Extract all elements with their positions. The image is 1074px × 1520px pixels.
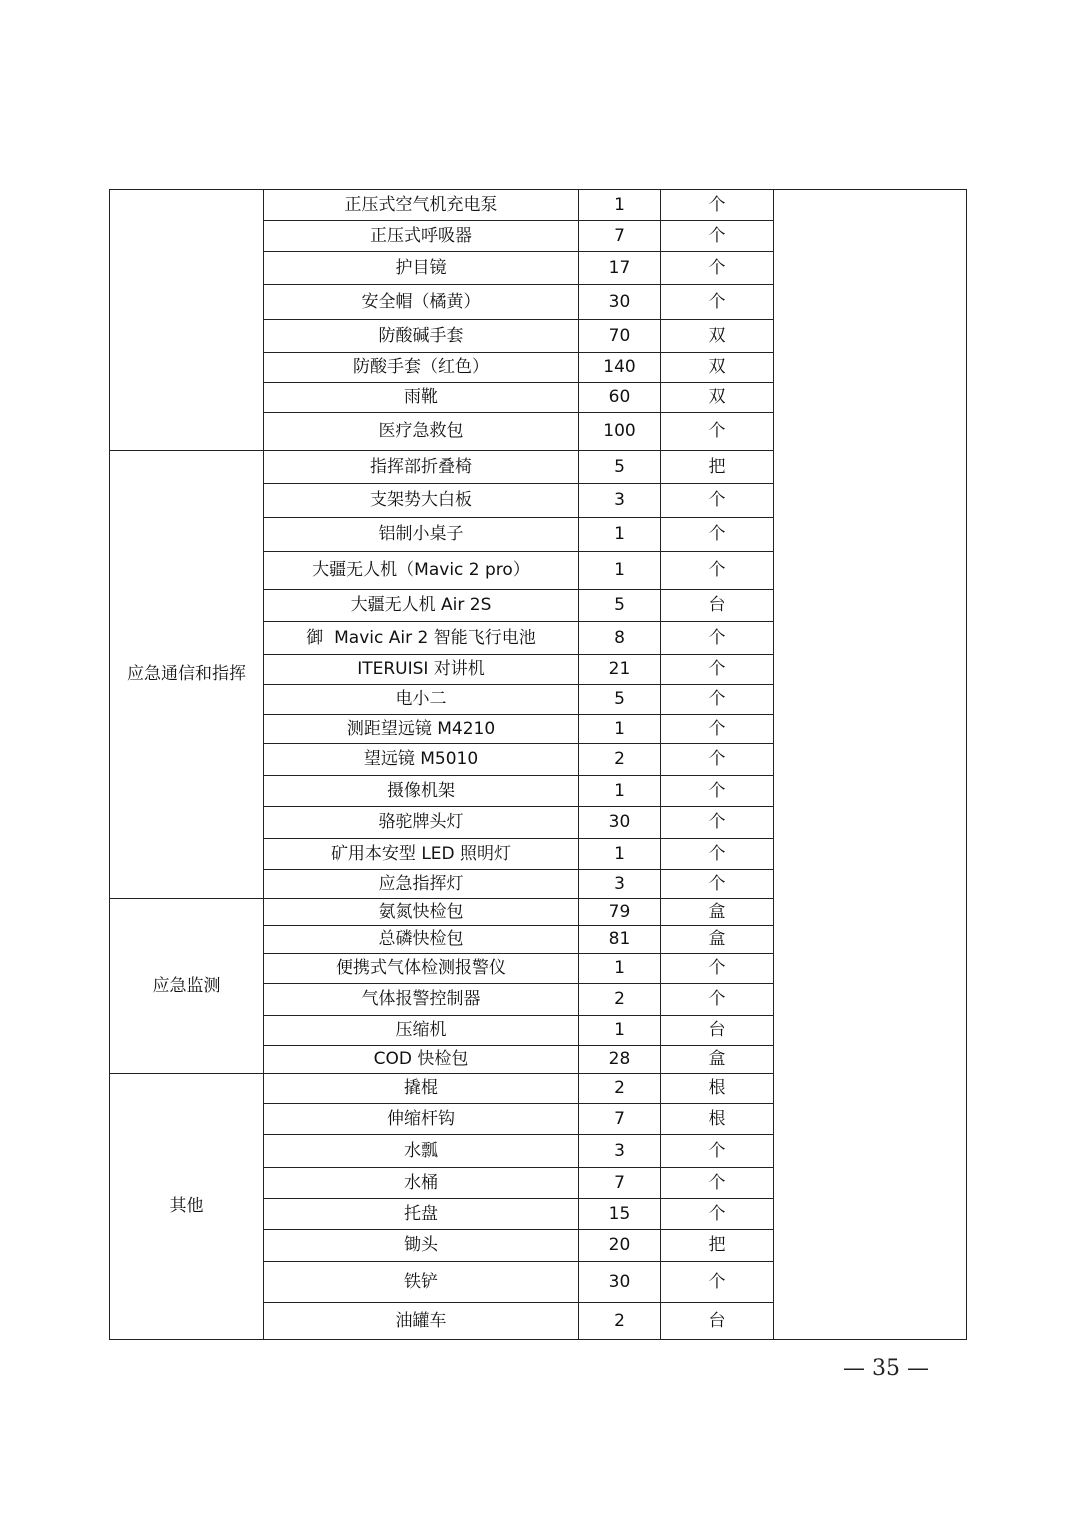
item-quantity-cell: 7 [579,221,661,252]
item-quantity-cell: 2 [579,1303,661,1340]
item-unit-cell: 个 [661,622,774,655]
item-name-cell: 防酸碱手套 [264,320,579,353]
item-quantity-cell: 1 [579,518,661,552]
item-quantity-cell: 79 [579,899,661,926]
category-cell: 应急监测 [110,899,264,1074]
table-row [110,190,967,221]
item-quantity-cell: 100 [579,413,661,451]
item-unit-cell: 台 [661,590,774,622]
item-name-cell: 锄头 [264,1230,579,1262]
item-quantity-cell: 20 [579,1230,661,1262]
item-quantity-cell: 7 [579,1168,661,1199]
item-unit-cell: 盒 [661,1046,774,1074]
item-unit-cell: 个 [661,954,774,984]
item-unit-cell: 个 [661,285,774,320]
item-unit-cell: 个 [661,839,774,870]
item-unit-cell: 个 [661,252,774,285]
item-name-cell: 骆驼牌头灯 [264,807,579,839]
item-quantity-cell: 3 [579,484,661,518]
item-unit-cell: 个 [661,685,774,715]
item-name-cell: 撬棍 [264,1074,579,1104]
category-cell [110,190,264,451]
item-name-cell: 医疗急救包 [264,413,579,451]
item-name-cell: 总磷快检包 [264,926,579,954]
item-quantity-cell: 8 [579,622,661,655]
item-quantity-cell: 1 [579,839,661,870]
item-unit-cell: 盒 [661,926,774,954]
item-quantity-cell: 1 [579,1016,661,1046]
category-cell: 应急通信和指挥 [110,451,264,899]
item-unit-cell: 个 [661,484,774,518]
item-name-cell: COD 快检包 [264,1046,579,1074]
item-name-cell: 摄像机架 [264,776,579,807]
item-quantity-cell: 3 [579,870,661,899]
item-unit-cell: 个 [661,1262,774,1303]
item-name-cell: 托盘 [264,1199,579,1230]
inventory-table [109,189,967,1340]
item-quantity-cell: 140 [579,353,661,383]
item-name-cell: 水桶 [264,1168,579,1199]
item-unit-cell: 双 [661,383,774,413]
item-quantity-cell: 1 [579,552,661,590]
item-name-cell: 大疆无人机（Mavic 2 pro） [264,552,579,590]
item-quantity-cell: 2 [579,744,661,776]
item-unit-cell: 个 [661,807,774,839]
item-unit-cell: 个 [661,744,774,776]
item-name-cell: 指挥部折叠椅 [264,451,579,484]
item-unit-cell: 个 [661,776,774,807]
item-unit-cell: 根 [661,1104,774,1135]
item-unit-cell: 个 [661,870,774,899]
item-quantity-cell: 1 [579,954,661,984]
item-quantity-cell: 2 [579,1074,661,1104]
item-quantity-cell: 7 [579,1104,661,1135]
item-name-cell: 油罐车 [264,1303,579,1340]
item-quantity-cell: 21 [579,655,661,685]
item-name-cell: 压缩机 [264,1016,579,1046]
item-unit-cell: 个 [661,1168,774,1199]
item-name-cell: 测距望远镜 M4210 [264,715,579,744]
item-quantity-cell: 30 [579,807,661,839]
item-unit-cell: 个 [661,984,774,1016]
item-quantity-cell: 2 [579,984,661,1016]
item-unit-cell: 个 [661,518,774,552]
item-name-cell: 正压式空气机充电泵 [264,190,579,221]
item-quantity-cell: 60 [579,383,661,413]
item-unit-cell: 根 [661,1074,774,1104]
item-unit-cell: 盒 [661,899,774,926]
item-quantity-cell: 17 [579,252,661,285]
item-quantity-cell: 3 [579,1135,661,1168]
item-name-cell: 安全帽（橘黄） [264,285,579,320]
item-unit-cell: 个 [661,552,774,590]
item-quantity-cell: 30 [579,1262,661,1303]
item-name-cell: 气体报警控制器 [264,984,579,1016]
item-name-cell: 铁铲 [264,1262,579,1303]
item-quantity-cell: 5 [579,590,661,622]
item-name-cell: 支架势大白板 [264,484,579,518]
item-name-cell: 防酸手套（红色） [264,353,579,383]
item-unit-cell: 双 [661,353,774,383]
item-quantity-cell: 30 [579,285,661,320]
item-unit-cell: 台 [661,1016,774,1046]
item-name-cell: 大疆无人机 Air 2S [264,590,579,622]
item-quantity-cell: 5 [579,451,661,484]
item-name-cell: 矿用本安型 LED 照明灯 [264,839,579,870]
item-name-cell: 便携式气体检测报警仪 [264,954,579,984]
page-number: — 35 — [843,1356,929,1381]
item-name-cell: 护目镜 [264,252,579,285]
item-unit-cell: 个 [661,190,774,221]
item-unit-cell: 个 [661,715,774,744]
item-quantity-cell: 70 [579,320,661,353]
item-unit-cell: 台 [661,1303,774,1340]
item-quantity-cell: 1 [579,190,661,221]
item-name-cell: 电小二 [264,685,579,715]
item-quantity-cell: 1 [579,776,661,807]
item-quantity-cell: 81 [579,926,661,954]
item-name-cell: 正压式呼吸器 [264,221,579,252]
item-name-cell: 氨氮快检包 [264,899,579,926]
item-unit-cell: 个 [661,221,774,252]
item-unit-cell: 个 [661,1199,774,1230]
item-name-cell: ITERUISI 对讲机 [264,655,579,685]
item-name-cell: 伸缩杆钩 [264,1104,579,1135]
item-name-cell: 御 Mavic Air 2 智能飞行电池 [264,622,579,655]
item-unit-cell: 把 [661,451,774,484]
remarks-cell [774,190,967,1340]
item-name-cell: 雨靴 [264,383,579,413]
category-cell: 其他 [110,1074,264,1340]
item-quantity-cell: 15 [579,1199,661,1230]
item-quantity-cell: 28 [579,1046,661,1074]
item-name-cell: 水瓢 [264,1135,579,1168]
item-quantity-cell: 1 [579,715,661,744]
item-quantity-cell: 5 [579,685,661,715]
item-unit-cell: 个 [661,413,774,451]
item-name-cell: 应急指挥灯 [264,870,579,899]
item-unit-cell: 个 [661,1135,774,1168]
item-name-cell: 望远镜 M5010 [264,744,579,776]
inventory-table-body [110,190,967,1340]
item-unit-cell: 把 [661,1230,774,1262]
item-unit-cell: 双 [661,320,774,353]
item-unit-cell: 个 [661,655,774,685]
item-name-cell: 铝制小桌子 [264,518,579,552]
